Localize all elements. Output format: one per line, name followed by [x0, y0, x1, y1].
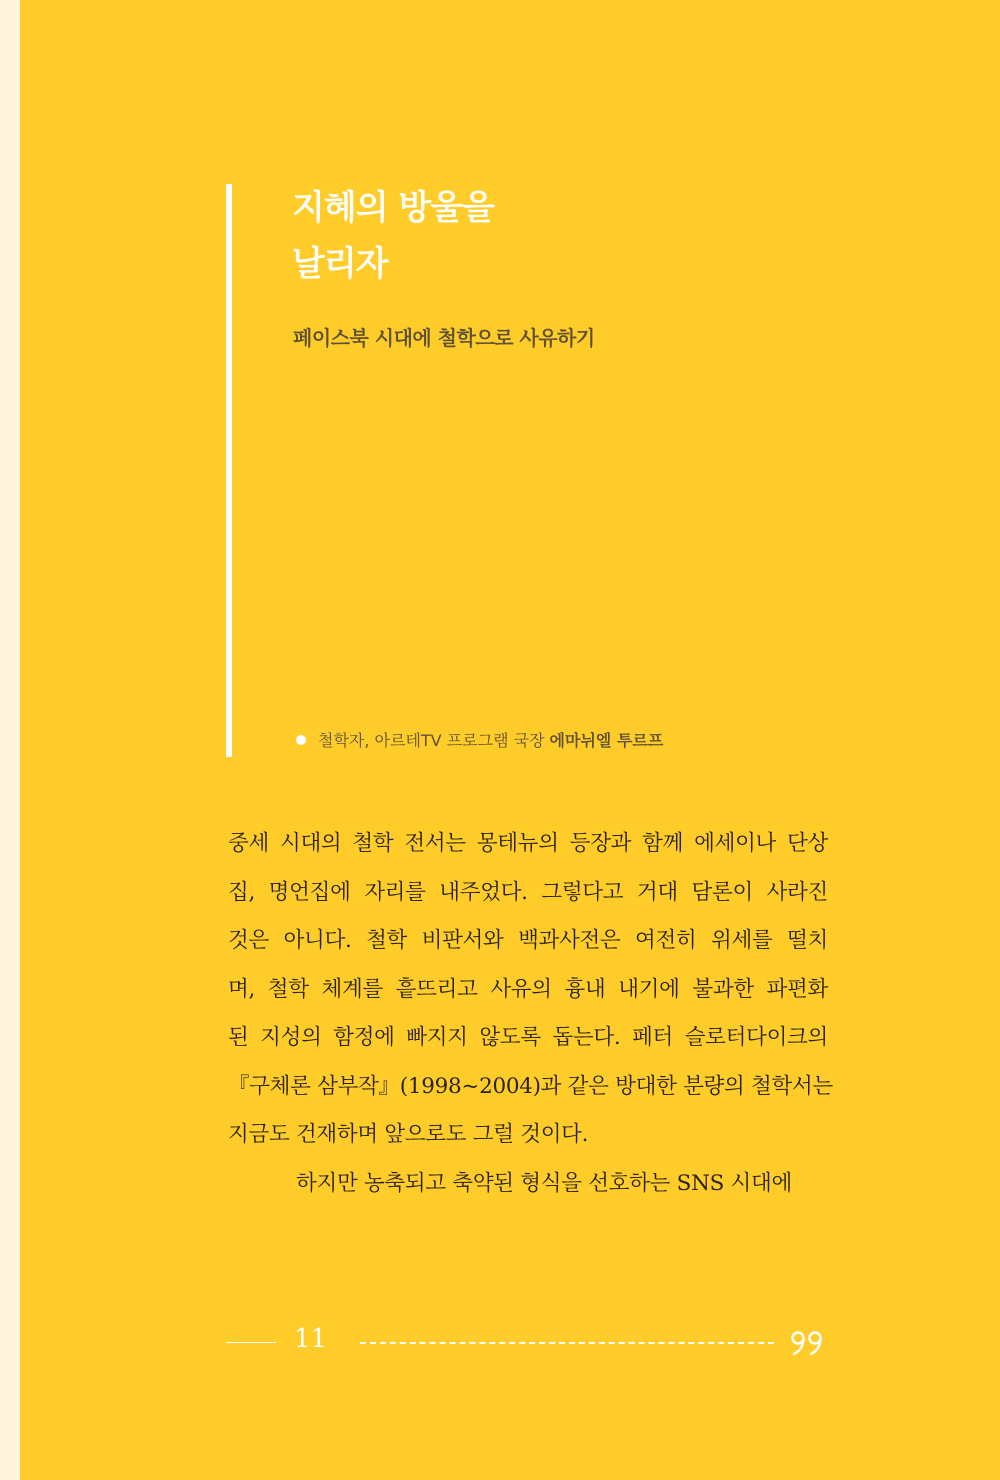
article-subtitle: 페이스북 시대에 철학으로 사유하기 [293, 326, 595, 350]
author-role: 철학자, 아르테TV 프로그램 국장 [318, 731, 545, 750]
article-page [20, 0, 1000, 1480]
closing-quote-icon [790, 1326, 826, 1360]
body-line: 집, 명언집에 자리를 내주었다. 그렇다고 거대 담론이 사라진 [228, 879, 828, 905]
body-line: 지금도 건재하며 앞으로도 그럴 것이다. [228, 1122, 589, 1147]
body-line: 중세 시대의 철학 전서는 몽테뉴의 등장과 함께 에세이나 단상 [228, 831, 828, 856]
article-body [228, 820, 833, 1208]
body-line: 것은 아니다. 철학 비판서와 백과사전은 여전히 위세를 떨치 [228, 928, 828, 953]
body-line: 『구체론 삼부작』(1998~2004)과 같은 방대한 분량의 철학서는 [228, 1073, 833, 1099]
footer-rule [226, 1342, 276, 1343]
body-line: 하지만 농축되고 축약된 형식을 선호하는 SNS 시대에 [296, 1170, 792, 1196]
author-credit [296, 728, 663, 751]
body-line: 된 지성의 함정에 빠지지 않도록 돕는다. 페터 슬로터다이크의 [228, 1025, 828, 1050]
article-title [292, 180, 852, 292]
footer-dashed-rule [360, 1342, 774, 1344]
article-title-line-2: 날리자 [292, 244, 388, 284]
title-accent-line [226, 184, 232, 757]
article-title-line-1: 지혜의 방울을 [292, 188, 494, 228]
body-line: 며, 철학 체계를 흩뜨리고 사유의 흉내 내기에 불과한 파편화 [228, 976, 828, 1002]
author-name: 에마뉘엘 투르프 [549, 731, 664, 750]
bullet-dot-icon [296, 735, 306, 745]
page-number: 11 [294, 1324, 328, 1354]
page-footer [226, 1320, 830, 1364]
